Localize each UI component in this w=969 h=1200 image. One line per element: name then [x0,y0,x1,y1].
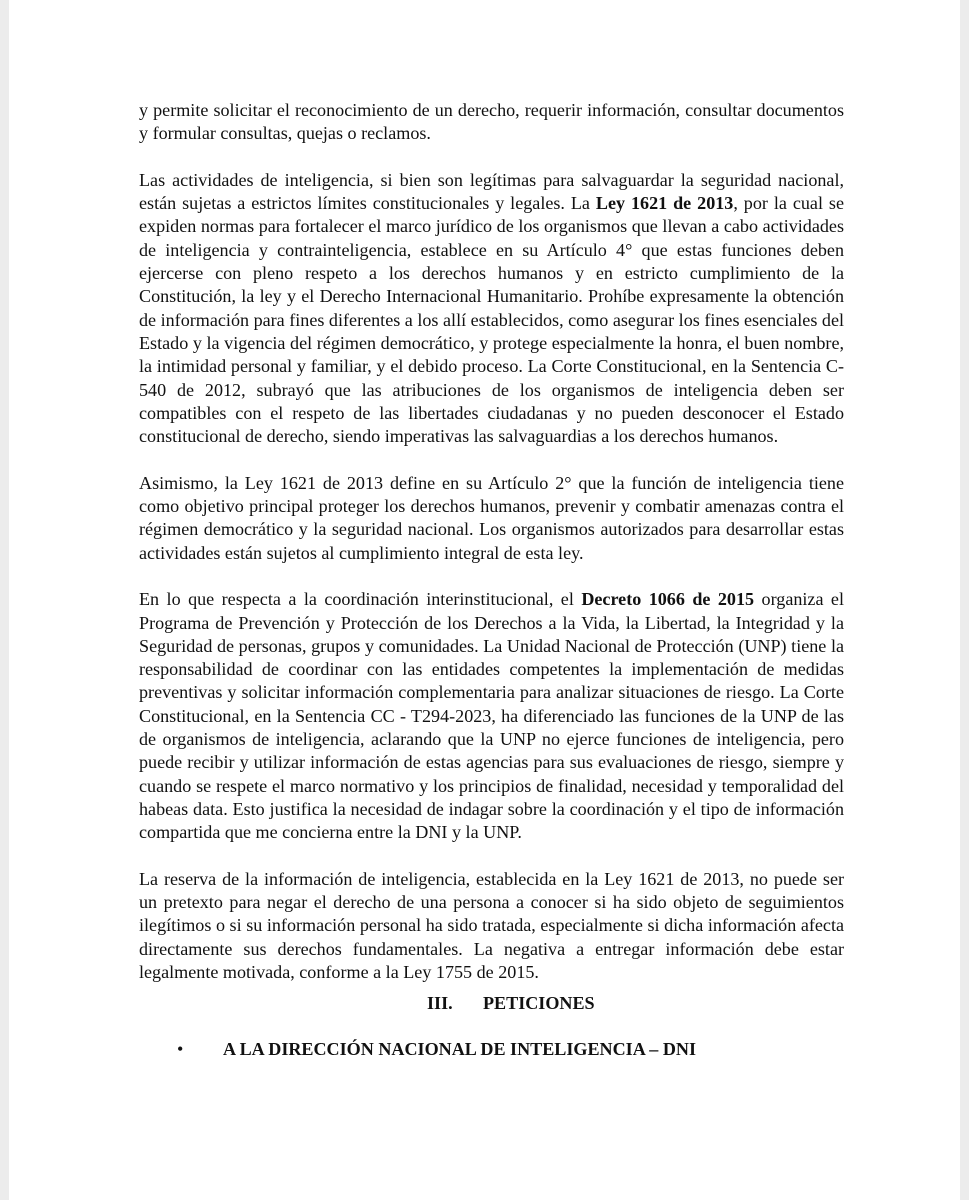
law-reference-1621: Ley 1621 de 2013 [595,193,734,214]
paragraph-5-text: La reserva de la información de inteligencia, establecida en la Ley 1621 de 2013, no puede ser un pretexto para negar el derecho de una persona a conocer si ha sido objeto de seguimientos ilegítimos o si su información personal ha sido tratada, especialmente si dicha información afecta directamente sus derechos fundamentales. La negativa a entregar información debe estar legalmente motivada, conforme a la Ley 1755 de 2015. [139,868,844,982]
bullet-marker: • [177,1039,184,1059]
paragraph-3-text: Asimismo, la Ley 1621 de 2013 define en su Artículo 2° que la función de inteligencia tiene como objetivo principal proteger los derechos humanos, prevenir y combatir amenazas contra el régimen democrático y la seguridad nacional. Los organismos autorizados para desarrollar estas actividades están sujetos al cumplimiento integral de esta ley. [139,472,844,563]
paragraph-2 [139,169,844,449]
document-body [139,99,844,1008]
paragraph-2-text-a: Las actividades de inteligencia, si bien son legítimas para salvaguardar la seguridad nacional, están sujetas a estrictos límites constitucionales y legales. La [139,169,844,214]
decree-reference-1066: Decreto 1066 de 2015 [581,589,755,610]
paragraph-4 [139,588,844,844]
paragraph-3 [139,472,844,565]
paragraph-1-text: y permite solicitar el reconocimiento de un derecho, requerir información, consultar documentos y formular consultas, quejas o reclamos. [139,100,844,144]
paragraph-4-text-a: En lo que respecta a la coordinación interinstitucional, el [139,589,582,610]
bullet-item [177,1039,696,1060]
paragraph-2-text-b: , por la cual se expiden normas para fortalecer el marco jurídico de los organismos que llevan a cabo actividades de inteligencia y contrainteligencia, establece en su Artículo 4° que estas funciones deben ejercerse con pleno respeto a los derechos humanos y en estricto cumplimiento de la Constitución, la ley y el Derecho Internacional Humanitario. Prohíbe expresamente la obtención de información para fines diferentes a los allí establecidos, como asegurar los fines esenciales del Estado y la vigencia del régimen democrático, y protege especialmente la honra, el buen nombre, la intimidad personal y familiar, y el debido proceso. La Corte Constitucional, en la Sentencia C-540 de 2012, subrayó que las atribuciones de los organismos de inteligencia deben ser compatibles con el respeto de las libertades ciudadanas y no pueden desconocer el Estado constitucional de derecho, siendo imperativas las salvaguardias a los derechos humanos. [139,193,844,447]
section-heading [427,993,595,1014]
paragraph-4-text-b: organiza el Programa de Prevención y Protección de los Derechos a la Vida, la Libertad, la Integridad y la Seguridad de personas, grupos y comunidades. La Unidad Nacional de Protección (UNP) tiene la responsabilidad de coordinar con las entidades competentes la implementación de medidas preventivas y solicitar información complementaria para analizar situaciones de riesgo. La Corte Constitucional, en la Sentencia CC - T294-2023, ha diferenciado las funciones de la UNP de las de organismos de inteligencia, aclarando que la UNP no ejerce funciones de inteligencia, pero puede recibir y utilizar información de estas agencias para sus evaluaciones de riesgo, siempre y cuando se respete el marco normativo y los principios de finalidad, necesidad y temporalidad del habeas data. Esto justifica la necesidad de indagar sobre la coordinación y el tipo de información compartida que me concierna entre la DNI y la UNP. [139,589,844,843]
bullet-text: A LA DIRECCIÓN NACIONAL DE INTELIGENCIA – DNI [223,1039,697,1059]
section-number: III. [427,993,453,1013]
section-title: PETICIONES [483,993,595,1013]
paragraph-1 [139,99,844,146]
paragraph-5 [139,868,844,984]
